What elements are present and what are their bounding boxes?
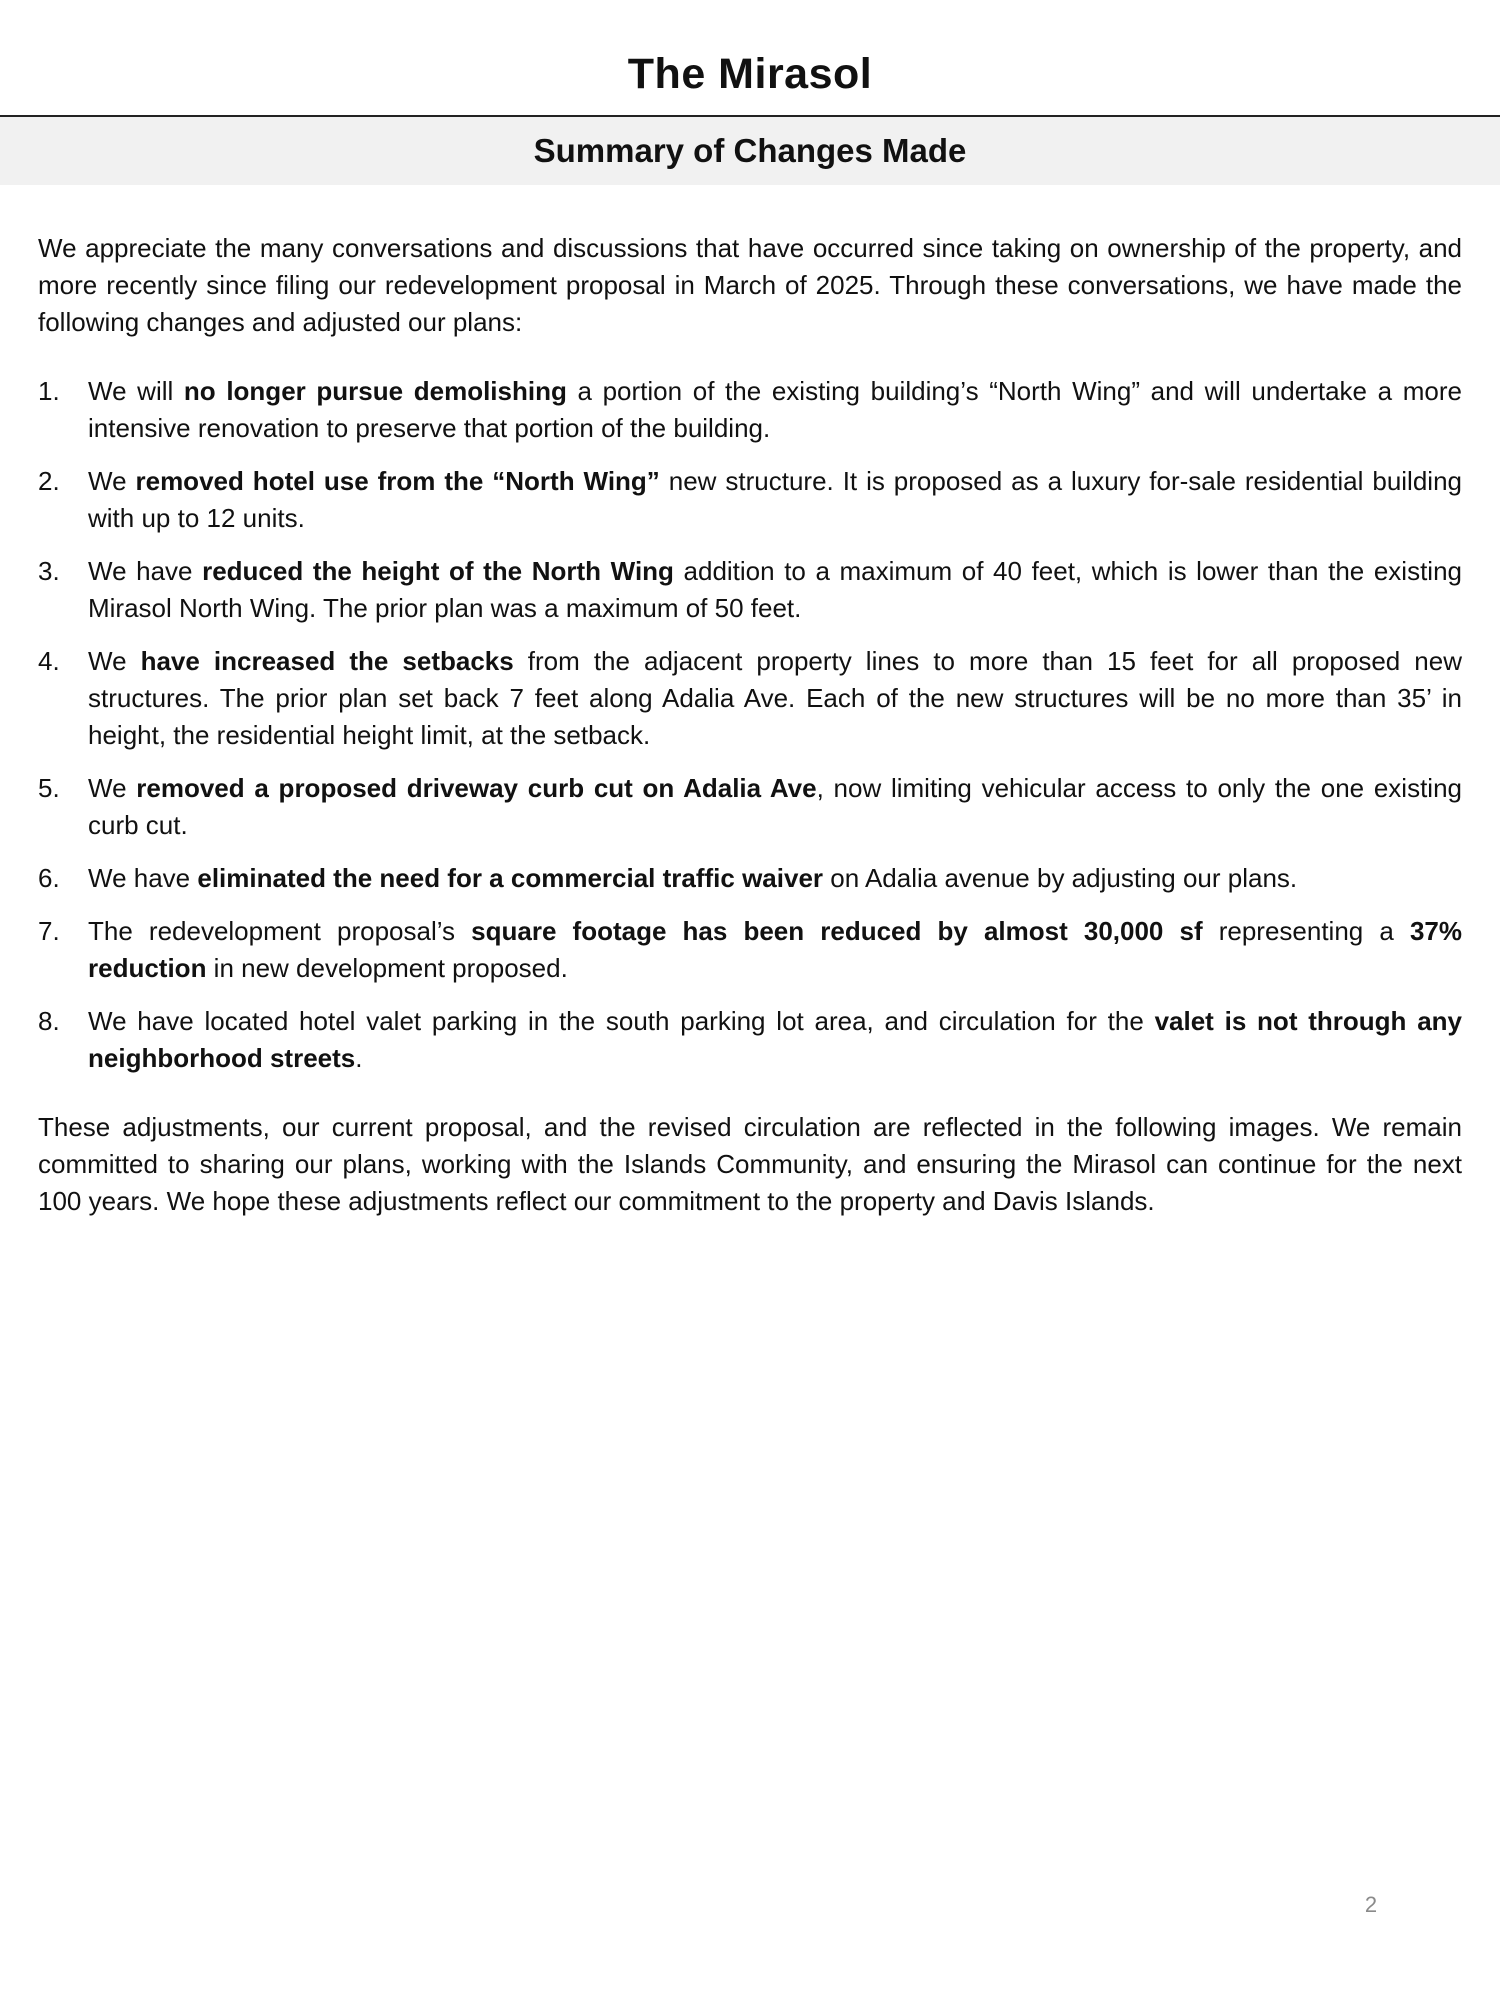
change-number: 7. (38, 916, 60, 946)
change-text: . (355, 1043, 363, 1073)
change-text: representing a (1202, 916, 1410, 946)
page-number: 2 (1364, 1892, 1378, 1917)
change-text: We have located hotel valet parking in the south parking lot area, and circulation for the (88, 1006, 1155, 1036)
change-emphasis: square footage has been reduced by almost 30,000 sf (471, 916, 1203, 946)
change-item (38, 913, 1462, 987)
intro-paragraph: We appreciate the many conversations and discussions that have occurred since taking on ownership of the property, and more recently since filing our redevelopment proposal in March of 2025. Through these conversations, we have made the following changes and adjusted our plans: (38, 233, 1462, 337)
change-emphasis: reduced the height of the North Wing (202, 556, 674, 586)
change-number: 2. (38, 466, 60, 496)
change-text: , now limiting vehicular access to only the one existing curb cut. (88, 773, 1462, 840)
change-text: We will (88, 376, 184, 406)
change-text: new structure. It is proposed as a luxury for-sale residential building with up to 12 units. (88, 466, 1462, 533)
change-item (38, 1003, 1462, 1077)
change-text: in new development proposed. (206, 953, 568, 983)
change-item (38, 643, 1462, 754)
change-item (38, 860, 1462, 897)
change-emphasis: have increased the setbacks (140, 646, 514, 676)
change-text: We have (88, 556, 203, 586)
change-text: from the adjacent property lines to more than 15 feet for all proposed new structures. The prior plan set back 7 feet along Adalia Ave. Each of the new structures will be no more than 35’ in height, the residential height limit, at the setback. (88, 646, 1462, 750)
change-item (38, 770, 1462, 844)
document-body (38, 230, 1462, 1220)
change-number: 5. (38, 773, 60, 803)
change-text: We (88, 646, 141, 676)
change-number: 1. (38, 376, 60, 406)
closing-paragraph: These adjustments, our current proposal, and the revised circulation are reflected in the following images. We remain committed to sharing our plans, working with the Islands Community, and ensuring the Mirasol can continue for the next 100 years. We hope these adjustments reflect our commitment to the property and Davis Islands. (38, 1112, 1462, 1216)
change-emphasis: 37% reduction (88, 916, 1462, 983)
change-emphasis: eliminated the need for a commercial traffic waiver (197, 863, 824, 893)
document-subtitle: Summary of Changes Made (533, 132, 967, 169)
change-text: We (88, 466, 136, 496)
change-item (38, 463, 1462, 537)
subtitle-band (0, 117, 1500, 185)
change-number: 8. (38, 1006, 60, 1036)
change-emphasis: removed hotel use from the “North Wing” (135, 466, 660, 496)
change-text: We have (88, 863, 198, 893)
change-emphasis: removed a proposed driveway curb cut on Adalia Ave (136, 773, 817, 803)
change-emphasis: no longer pursue demolishing (183, 376, 567, 406)
changes-list (38, 373, 1462, 1077)
change-item (38, 553, 1462, 627)
change-text: We (88, 773, 137, 803)
document-title: The Mirasol (627, 50, 873, 98)
change-number: 6. (38, 863, 60, 893)
change-emphasis: valet is not through any neighborhood streets (88, 1006, 1462, 1073)
change-text: on Adalia avenue by adjusting our plans. (823, 863, 1298, 893)
change-text: addition to a maximum of 40 feet, which is lower than the existing Mirasol North Wing. The prior plan was a maximum of 50 feet. (88, 556, 1462, 623)
change-item (38, 373, 1462, 447)
change-number: 4. (38, 646, 60, 676)
change-number: 3. (38, 556, 60, 586)
change-text: The redevelopment proposal’s (88, 916, 472, 946)
change-text: a portion of the existing building’s “North Wing” and will undertake a more intensive renovation to preserve that portion of the building. (88, 376, 1462, 443)
